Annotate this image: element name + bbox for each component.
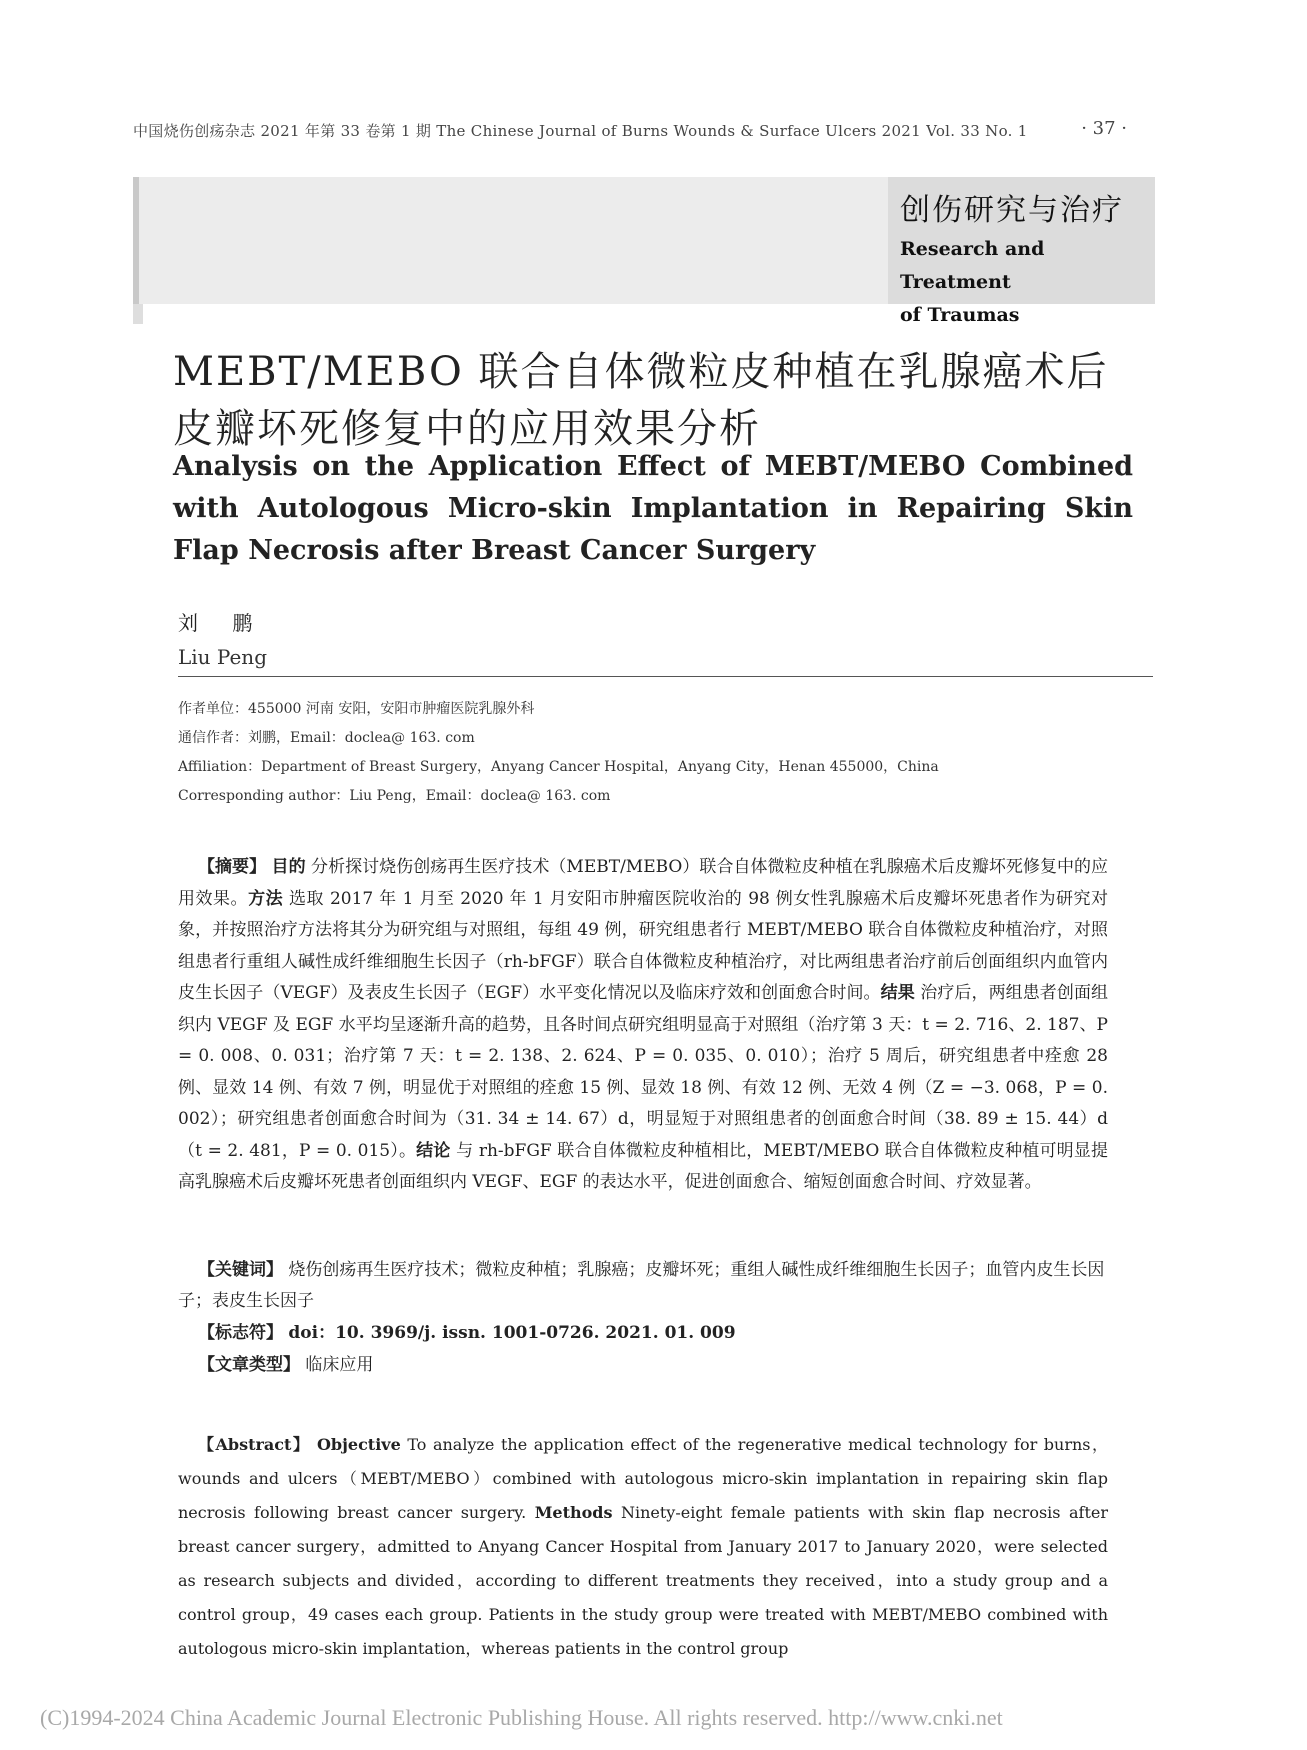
section-label (888, 177, 1155, 326)
doi-text: doi：10. 3969/j. issn. 1001-0726. 2021. 01. 009 (288, 1323, 736, 1343)
section-title-zh: 创伤研究与治疗 (900, 193, 1124, 228)
keywords-text: 烧伤创疡再生医疗技术；微粒皮种植；乳腺癌；皮瓣坏死；重组人碱性成纤维细胞生长因子；血管内皮生长因子；表皮生长因子 (178, 1260, 1105, 1311)
affiliation-zh: 作者单位：455000 河南 安阳，安阳市肿瘤医院乳腺外科 (178, 701, 535, 717)
conclusion-text: 与 rh-bFGF 联合自体微粒皮种植相比，MEBT/MEBO 联合自体微粒皮种植可明显提高乳腺癌术后皮瓣坏死患者创面组织内 VEGF、EGF 的表达水平，促进创面愈合、缩短创面愈合时间、疗效显著。 (178, 1140, 1109, 1192)
corresponding-en: Corresponding author：Liu Peng，Email：doclea@ 163. com (178, 788, 611, 804)
section-title-en (900, 233, 1143, 332)
keywords (178, 1255, 1108, 1317)
objective-label: 目的 (271, 857, 306, 877)
results-text: 治疗后，两组患者创面组织内 VEGF 及 EGF 水平均呈逐渐升高的趋势，且各时间点研究组明显高于对照组（治疗第 3 天：t = 2. 716、2. 187、P = 0. 008、0. 031；治疗第 7 天：t = 2. 138、2. 624、P = 0. 035、0. 010）；治疗 5 周后，研究组患者中痊愈 28 例、显效 14 例、有效 7 例，明显优于对照组的痊愈 15 例、显效 18 例、有效 12 例、无效 4 例（Z = −3. 068，P = 0. 002）；研究组患者创面愈合时间为（31. 34 ± 14. 67）d，明显短于对照组患者的创面愈合时间（38. 89 ± 15. 44）d（t = 2. 481，P = 0. 015）。 (178, 983, 1109, 1161)
results-label: 结果 (880, 983, 915, 1003)
keywords-label: 【关键词】 (198, 1260, 283, 1280)
objective-text: 分析探讨烧伤创疡再生医疗技术（MEBT/MEBO）联合自体微粒皮种植在乳腺癌术后皮瓣坏死修复中的应用效果。 (178, 857, 1109, 909)
objective-en-label: Objective (316, 1435, 401, 1454)
affiliation-en: Affiliation：Department of Breast Surgery，Anyang Cancer Hospital，Anyang City，Henan 455000，China (178, 759, 939, 775)
title-en: Analysis on the Application Effect of MEBT/MEBO Combined with Autologous Micro-skin Implantation in Repairing Skin Flap Necrosis after Breast Cancer Surgery (173, 451, 1133, 566)
page-number: · 37 · (1081, 118, 1127, 139)
methods-en-label: Methods (534, 1503, 613, 1522)
identifier-label: 【标志符】 (198, 1323, 283, 1343)
copyright-notice: (C)1994-2024 China Academic Journal Electronic Publishing House. All rights reserved. http://www.cnki.net (40, 1705, 1003, 1730)
author-en: Liu Peng (178, 645, 267, 669)
section-title-en-line1: Research and Treatment (900, 238, 1045, 293)
title-zh: MEBT/MEBO 联合自体微粒皮种植在乳腺癌术后皮瓣坏死修复中的应用效果分析 (173, 349, 1109, 452)
article-type (198, 1350, 373, 1375)
objective-en-text: To analyze the application effect of the regenerative medical technology for burns，wounds and ulcers（MEBT/MEBO）combined with autologous micro-skin implantation in repairing skin flap necrosis following breast cancer surgery. (178, 1435, 1108, 1522)
methods-en-text: Ninety-eight female patients with skin flap necrosis after breast cancer surgery，admitted to Anyang Cancer Hospital from January 2017 to January 2020，were selected as research subjects and divided，according to different treatments they received，into a study group and a control group，49 cases each group. Patients in the study group were treated with MEBT/MEBO combined with autologous micro-skin implantation，whereas patients in the control group (178, 1503, 1109, 1658)
section-title-en-line2: of Traumas (900, 304, 1020, 326)
methods-text: 选取 2017 年 1 月至 2020 年 1 月安阳市肿瘤医院收治的 98 例女性乳腺癌术后皮瓣坏死患者作为研究对象，并按照治疗方法将其分为研究组与对照组，每组 49 例，研究组患者行 MEBT/MEBO 联合自体微粒皮种植治疗，对照组患者行重组人碱性成纤维细胞生长因子（rh-bFGF）联合自体微粒皮种植治疗，对比两组患者治疗前后创面组织内血管内皮生长因子（VEGF）及表皮生长因子（EGF）水平变化情况以及临床疗效和创面愈合时间。 (178, 888, 1109, 1003)
header-rule (178, 676, 1153, 677)
author-zh: 刘 鹏 (178, 611, 267, 635)
abstract-zh (178, 852, 1108, 1199)
abstract-en (178, 1428, 1108, 1666)
methods-label: 方法 (248, 888, 284, 909)
running-head: 中国烧伤创疡杂志 2021 年第 33 卷第 1 期 The Chinese Journal of Burns Wounds & Surface Ulcers 2021 Vol. 33 No. 1 (133, 122, 1028, 140)
section-band-corner (133, 304, 143, 324)
conclusion-label: 结论 (416, 1140, 451, 1161)
abstract-en-label: 【Abstract】 (198, 1435, 311, 1454)
abstract-label: 【摘要】 (198, 857, 267, 877)
corresponding-zh: 通信作者：刘鹏，Email：doclea@ 163. com (178, 730, 475, 746)
identifier (198, 1318, 736, 1343)
article-type-label: 【文章类型】 (198, 1355, 300, 1375)
article-type-text: 临床应用 (305, 1355, 374, 1375)
